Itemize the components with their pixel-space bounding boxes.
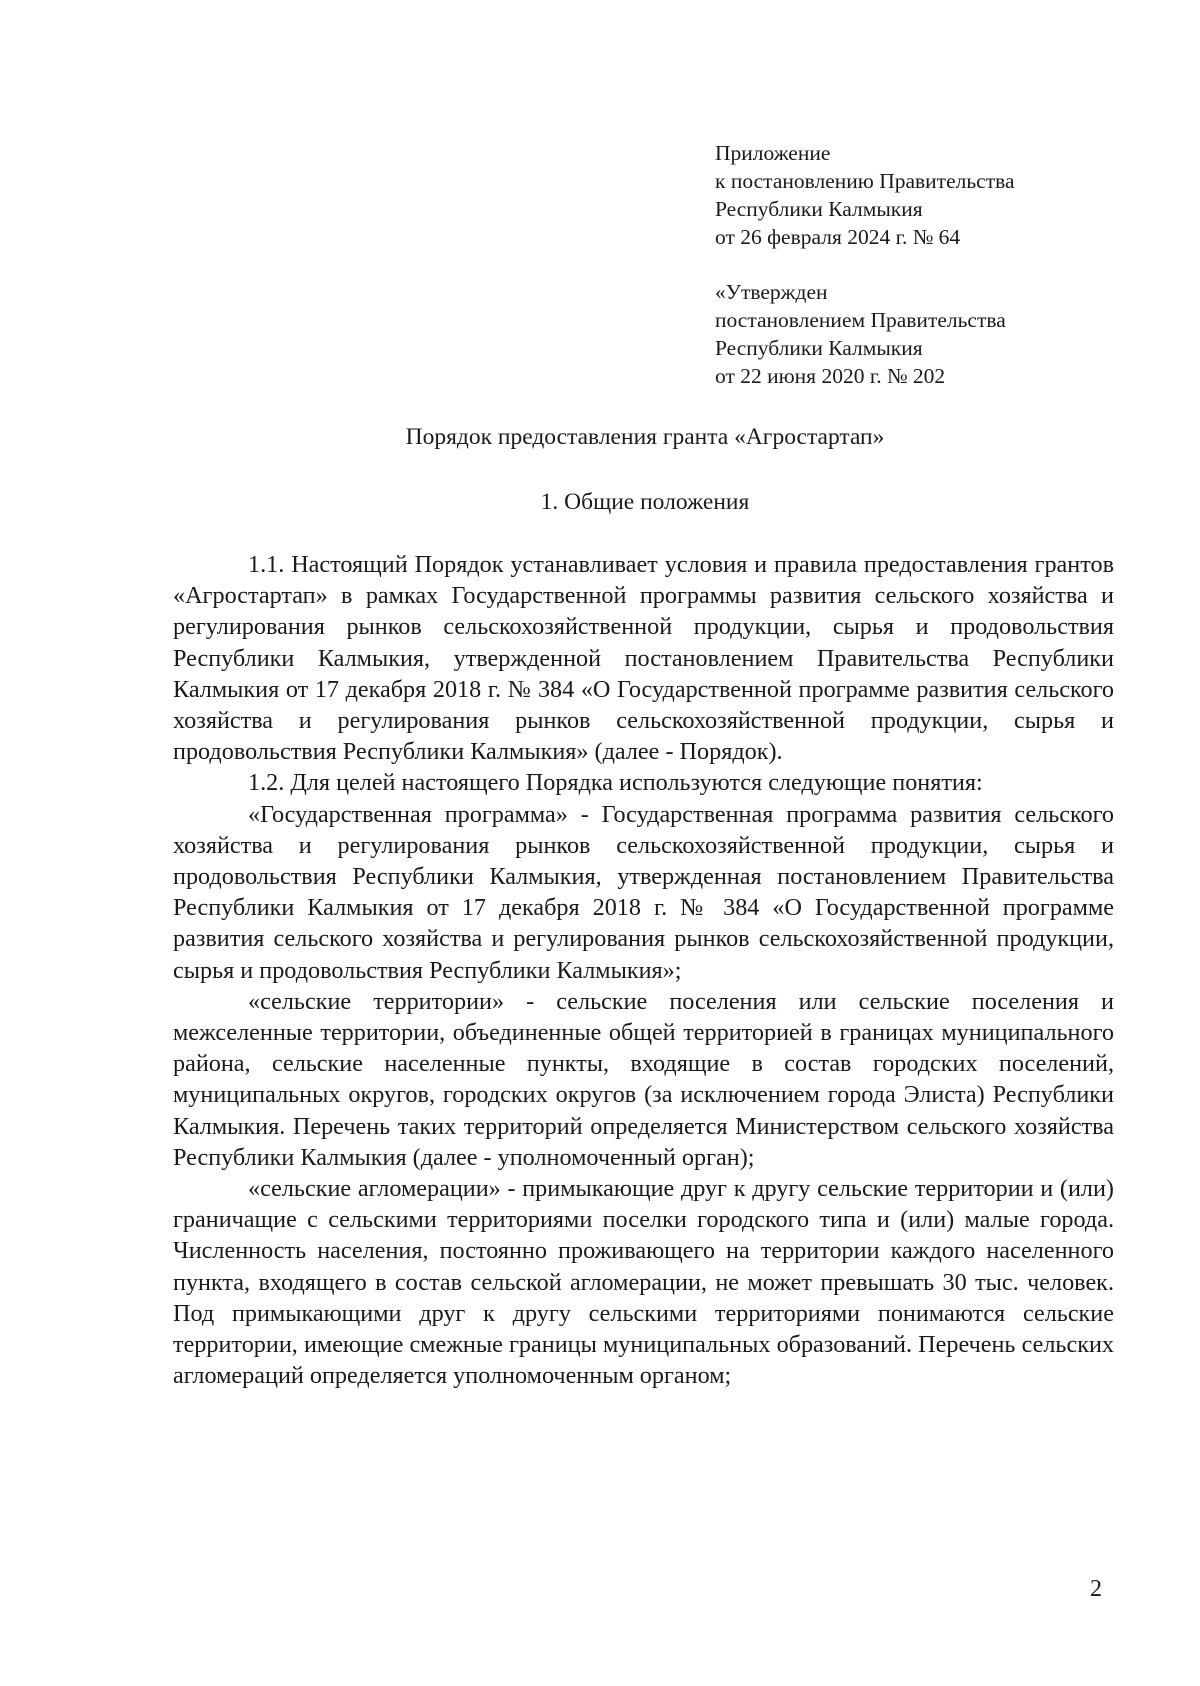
paragraph: «Государственная программа» - Государственная программа развития сельского хозяйства и регулирования рынков сельскохозяйственной продукции, сырья и продовольствия Республики Калмыкия, утвержденная постановлением Правительства Республики Калмыкия от 17 декабря 2018 г. № 384 «О Государственной программе развития сельского хозяйства и регулирования рынков сельскохозяйственной продукции, сырья и продовольствия Республики Калмыкия»;: [173, 800, 1114, 984]
document-body: [173, 549, 1114, 1391]
document-title: Порядок предоставления гранта «Агростартап»: [405, 424, 885, 450]
approval-header: [715, 278, 1135, 390]
paragraph: 1.1. Настоящий Порядок устанавливает условия и правила предоставления грантов «Агростартап» в рамках Государственной программы развития сельского хозяйства и регулирования рынков сельскохозяйственной продукции, сырья и продовольствия Республики Калмыкия, утвержденной постановлением Правительства Республики Калмыкия от 17 декабря 2018 г. № 384 «О Государственной программе развития сельского хозяйства и регулирования рынков сельскохозяйственной продукции, сырья и продовольствия Республики Калмыкия» (далее - Порядок).: [173, 551, 1114, 766]
appendix-line-3: Республики Калмыкия: [715, 197, 923, 221]
approval-line-1: «Утвержден: [715, 280, 828, 304]
paragraph: 1.2. Для целей настоящего Порядка используются следующие понятия:: [248, 769, 983, 797]
section-title: 1. Общие положения: [540, 489, 750, 515]
paragraph: «сельские территории» - сельские поселения или сельские поселения и межселенные территории, объединенные общей территорией в границах муниципального района, сельские населенные пункты, входящие в состав городских поселений, муниципальных округов, городских округов (за исключением города Элиста) Республики Калмыкия. Перечень таких территорий определяется Министерством сельского хозяйства Республики Калмыкия (далее - уполномоченный орган);: [173, 987, 1114, 1171]
appendix-line-4: от 26 февраля 2024 г. № 64: [715, 225, 961, 249]
appendix-line-2: к постановлению Правительства: [715, 169, 1015, 193]
page-number: 2: [1090, 1576, 1102, 1602]
appendix-header: [715, 139, 1135, 251]
approval-line-2: постановлением Правительства: [715, 308, 1006, 332]
approval-line-3: Республики Калмыкия: [715, 336, 923, 360]
approval-line-4: от 22 июня 2020 г. № 202: [715, 364, 946, 388]
appendix-line-1: Приложение: [715, 141, 831, 165]
paragraph: «сельские агломерации» - примыкающие друг к другу сельские территории и (или) граничащие с сельскими территориями поселки городского типа и (или) малые города. Численность населения, постоянно проживающего на территории каждого населенного пункта, входящего в состав сельской агломерации, не может превышать 30 тыс. человек. Под примыкающими друг к другу сельскими территориями понимаются сельские территории, имеющие смежные границы муниципальных образований. Перечень сельских агломераций определяется уполномоченным органом;: [173, 1175, 1114, 1390]
